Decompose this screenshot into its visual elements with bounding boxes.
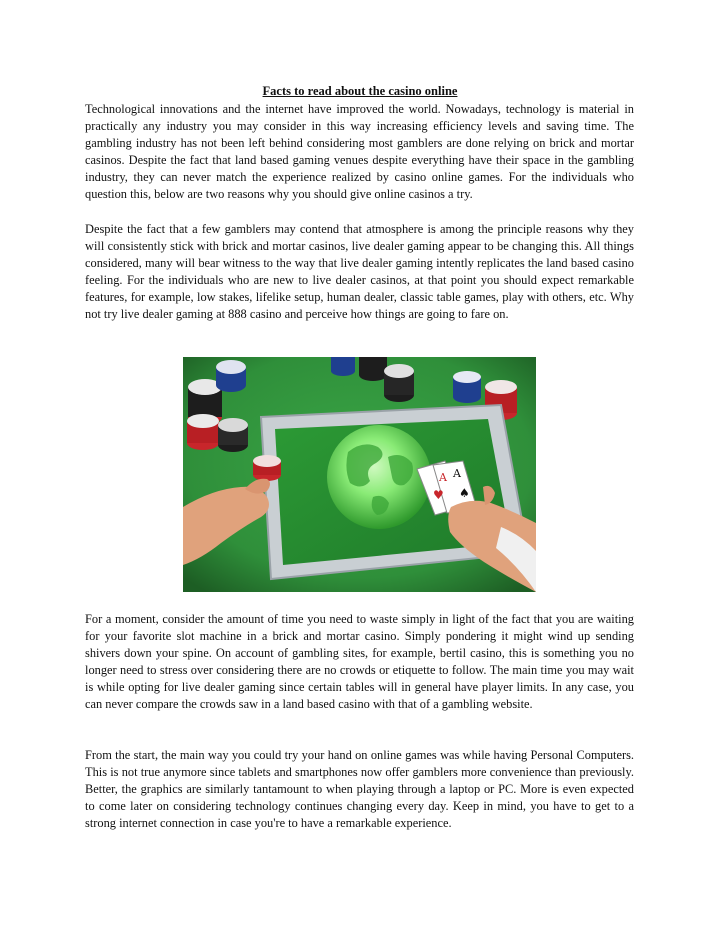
svg-text:A: A: [453, 467, 461, 480]
document-title: Facts to read about the casino online: [262, 84, 458, 98]
svg-text:♠: ♠: [459, 486, 470, 500]
casino-tablet-photo: [183, 357, 536, 592]
casino-tablet-illustration: [183, 357, 536, 592]
paragraph-2: Despite the fact that a few gamblers may contend that atmosphere is among the principle reasons why they will consistently stick with brick and mortar casinos, live dealer gaming appear to be changing this. All things considered, many will bear witness to the way that live dealer gaming intently replicates the land based casino feeling. For the individuals who are new to live dealer casinos, at that point you should expect remarkable features, for example, low stakes, lifelike setup, human dealer, classic table games, play with others, etc. Why not try live dealer gaming at 888 casino and perceive how things are going to fare on.: [85, 222, 634, 322]
paragraph-4: From the start, the main way you could try your hand on online games was while having Personal Computers. This is not true anymore since tablets and smartphones now offer gamblers more convenience than previously. Better, the graphics are similarly tantamount to when playing through a laptop or PC. More is even expected to come later on considering technology continues changing every day. Keep in mind, you have to get to a strong internet connection in case you're to have a remarkable experience.: [85, 748, 634, 831]
svg-text:♥: ♥: [433, 488, 444, 502]
paragraph-3: For a moment, consider the amount of time you need to waste simply in light of the fact that you are waiting for your favorite slot machine in a brick and mortar casino. Simply pondering it might wind up sending shivers down your spine. On account of gambling sites, for example, bertil casino, this is something you no longer need to stress over considering there are no crowds or etiquette to follow. The main time you may wait is while opting for live dealer gaming since certain tables will in general have player limits. In any case, you can never compare the crowds saw in a land based casino with that of a gambling website.: [85, 612, 634, 712]
svg-text:A: A: [439, 471, 447, 484]
paragraph-1: Technological innovations and the internet have improved the world. Nowadays, technology is material in practically any industry you may consider in this way increasing efficiency levels and saving time. The gambling industry has not been left behind considering most gamblers are done relying on brick and mortar casinos. Despite the fact that land based gaming venues despite everything have their space in the gambling industry, they can never match the experience realized by casino online games. For the individuals who question this, below are two reasons why you should give online casinos a try.: [85, 102, 634, 202]
